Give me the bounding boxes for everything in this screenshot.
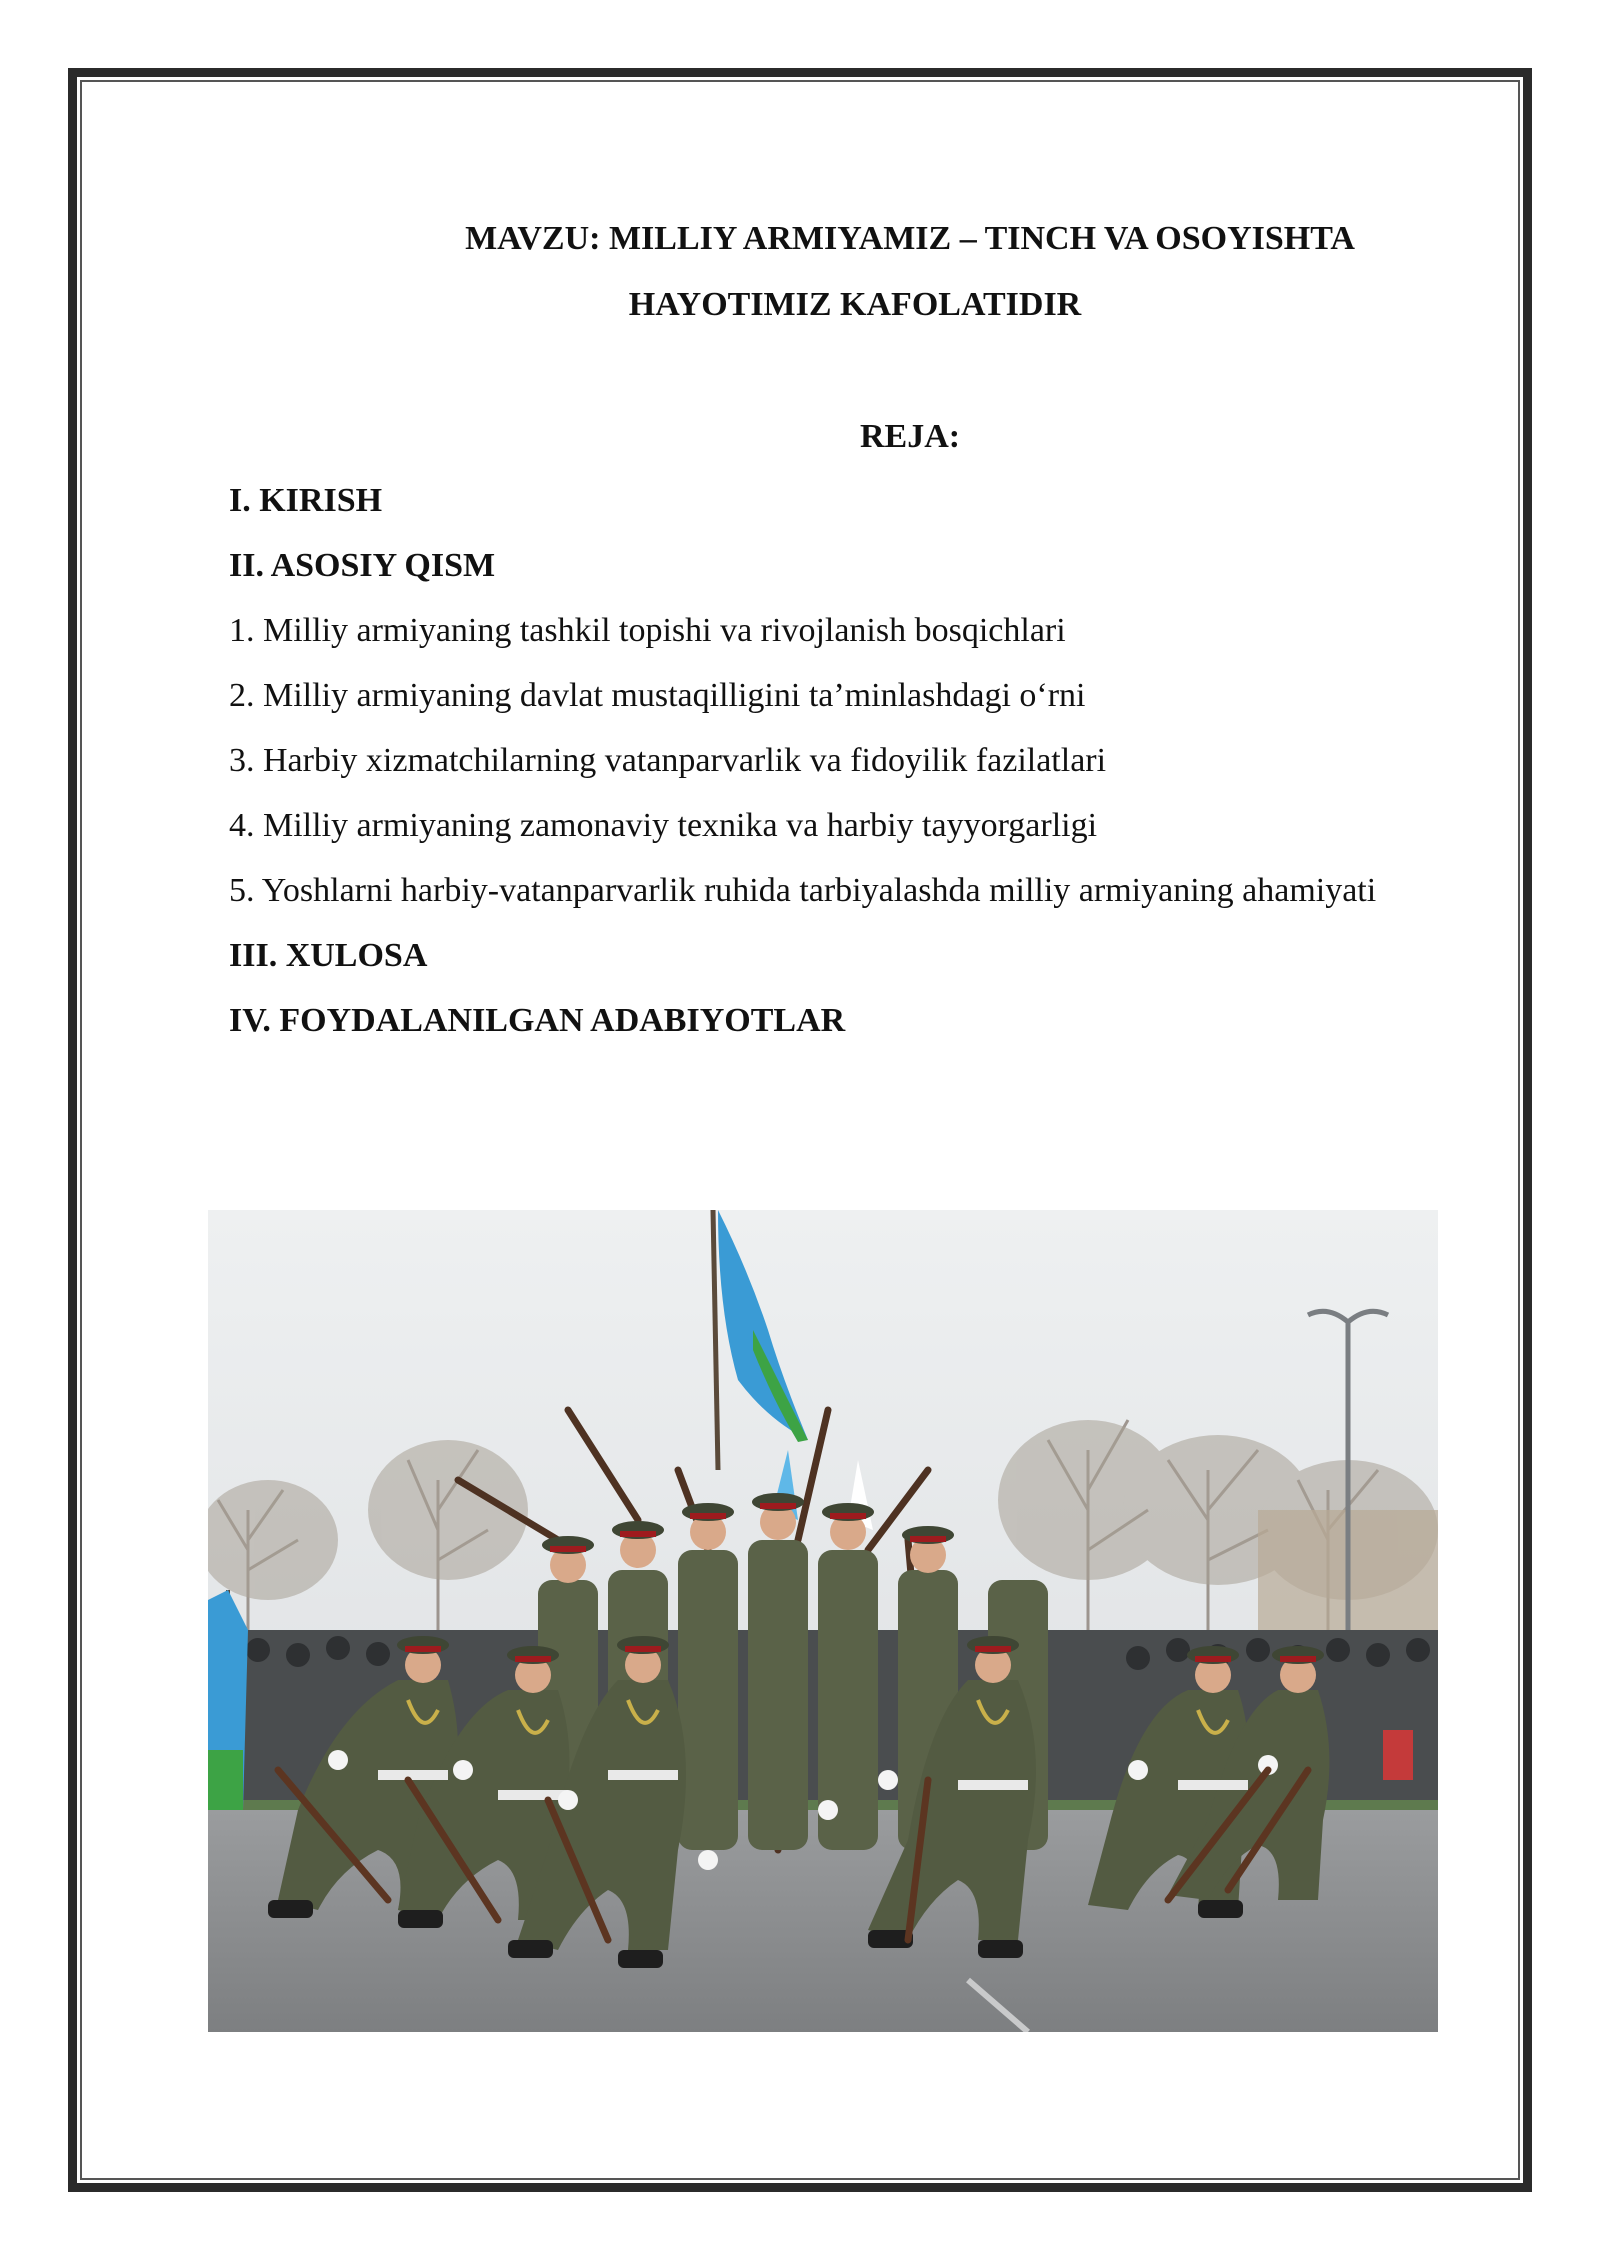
military-parade-photo: [208, 1210, 1438, 2032]
document-title-line-1: MAVZU: MILLIY ARMIYAMIZ – TINCH VA OSOYISHTA: [465, 220, 1355, 257]
plan-list: [229, 468, 1485, 1053]
plan-item-4: 4. Milliy armiyaning zamonaviy texnika va harbiy tayyorgarligi: [229, 807, 1098, 844]
plan-section-conclusion: III. XULOSA: [229, 937, 428, 974]
plan-heading: REJA:: [860, 418, 961, 455]
plan-item-3: 3. Harbiy xizmatchilarning vatanparvarlik va fidoyilik fazilatlari: [229, 742, 1107, 779]
plan-section-introduction: I. KIRISH: [229, 482, 383, 519]
plan-section-references: IV. FOYDALANILGAN ADABIYOTLAR: [229, 1002, 846, 1039]
plan-item-1: 1. Milliy armiyaning tashkil topishi va rivojlanish bosqichlari: [229, 612, 1066, 649]
plan-item-2: 2. Milliy armiyaning davlat mustaqilligini ta’minlashdagi o‘rni: [229, 677, 1086, 714]
plan-item-5: 5. Yoshlarni harbiy-vatanparvarlik ruhida tarbiyalashda milliy armiyaning ahamiyati: [229, 872, 1377, 909]
document-title-line-2: HAYOTIMIZ KAFOLATIDIR: [628, 286, 1082, 323]
plan-section-main-part: II. ASOSIY QISM: [229, 547, 496, 584]
